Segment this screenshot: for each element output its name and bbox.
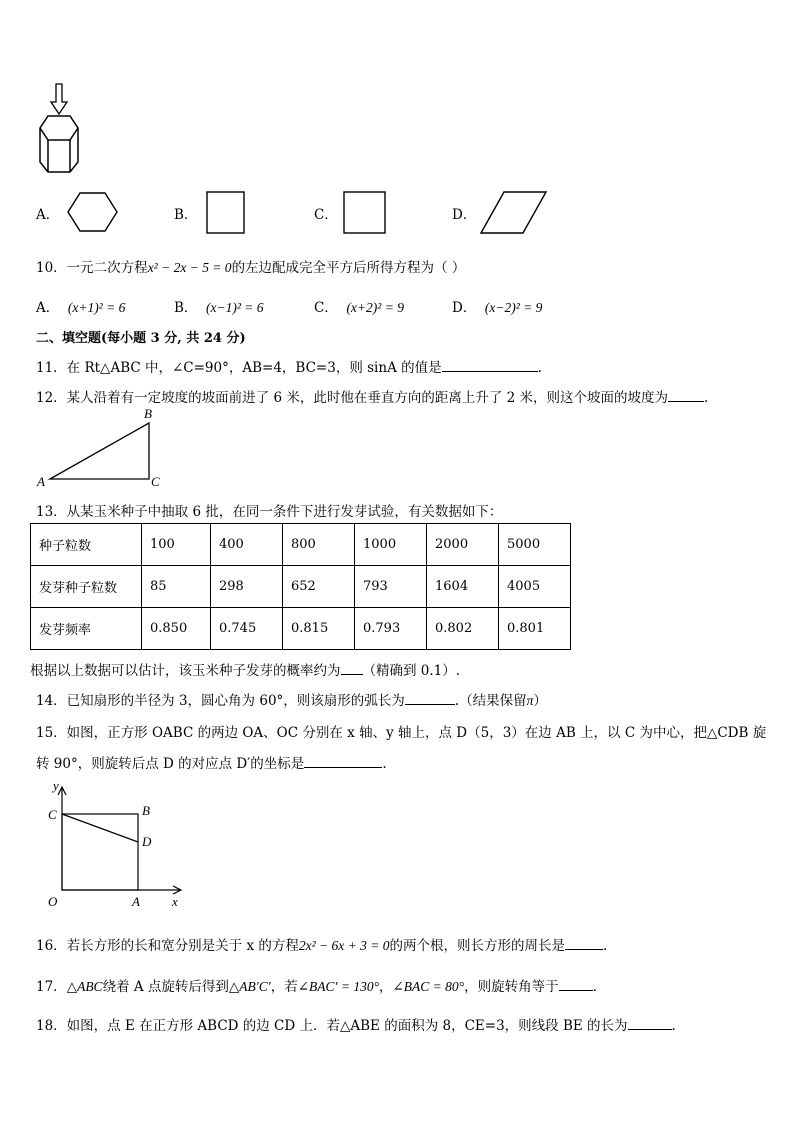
label-y: y (53, 778, 59, 793)
hexagon-shape (67, 192, 119, 232)
label-d: D (142, 834, 152, 849)
q16-equation: 2x² − 6x + 3 = 0 (298, 938, 390, 953)
hexagonal-prism-icon (40, 116, 78, 172)
q18: 18．如图，点 E 在正方形 ABCD 的边 CD 上．若△ABE 的面积为 8，CE=3，则线段 BE 的长为 . (36, 1018, 676, 1034)
q13-answer-blank[interactable] (341, 673, 363, 675)
q9-option-a-letter: A． (36, 207, 60, 223)
label-c: C (48, 807, 57, 822)
square-rotation-figure (44, 778, 194, 912)
q13-stem: 13．从某玉米种子中抽取 6 批，在同一条件下进行发芽试验，有关数据如下： (36, 504, 503, 520)
q10-stem: 10．一元二次方程x² − 2x − 5 = 0的左边配成完全平方后所得方程为（ ） (36, 260, 466, 276)
slope-triangle-figure (36, 404, 166, 490)
q15-line2: 转 90°，则旋转后点 D 的对应点 D′的坐标是 . (36, 756, 387, 772)
q10-equation: x² − 2x − 5 = 0 (147, 260, 232, 275)
q9-option-d-letter: D． (452, 207, 477, 223)
table-row: 发芽频率 0.850 0.745 0.815 0.793 0.802 0.801 (31, 608, 571, 650)
germination-table (30, 523, 571, 650)
label-b: B (144, 406, 152, 421)
q12: 12．某人沿着有一定坡度的坡面前进了 6 米，此时他在垂直方向的距离上升了 2 米，则这个坡面的坡度为 . (36, 390, 709, 406)
view-arrow-icon (51, 84, 67, 114)
q16-answer-blank[interactable] (565, 948, 603, 950)
q10-option-b: B． (x−1)² = 6 (174, 300, 264, 316)
q14: 14．已知扇形的半径为 3，圆心角为 60°，则该扇形的弧长为 .（结果保留π） (36, 693, 547, 709)
label-o: O (48, 894, 58, 909)
table-row: 种子粒数 100 400 800 1000 2000 5000 (31, 524, 571, 566)
label-a: A (132, 894, 140, 909)
q14-answer-blank[interactable] (405, 703, 455, 705)
label-c: C (151, 474, 160, 489)
q9-option-c-letter: C． (314, 207, 338, 223)
q13-question: 根据以上数据可以估计，该玉米种子发芽的概率约为 （精确到 0.1）. (30, 663, 461, 679)
q15-line1: 15．如图，正方形 OABC 的两边 OA、OC 分别在 x 轴、y 轴上，点 D（5，3）在边 AB 上，以 C 为中心，把△CDB 旋 (36, 725, 767, 741)
q11: 11．在 Rt△ABC 中，∠C=90°，AB=4，BC=3，则 sinA 的值是 . (36, 360, 542, 376)
q10-option-c: C． (x+2)² = 9 (314, 300, 404, 316)
q9-option-b-letter: B． (174, 207, 198, 223)
q10-option-a: A． (x+1)² = 6 (36, 300, 126, 316)
square-shape (343, 191, 387, 235)
q11-answer-blank[interactable] (442, 370, 538, 372)
q12-answer-blank[interactable] (668, 400, 704, 402)
table-row: 发芽种子粒数 85 298 652 793 1604 4005 (31, 566, 571, 608)
q16: 16．若长方形的长和宽分别是关于 x 的方程2x² − 6x + 3 = 0的两个根，则长方形的周长是 . (36, 938, 608, 954)
parallelogram-shape (480, 191, 548, 235)
prism-figure (36, 84, 82, 176)
q17-answer-blank[interactable] (559, 989, 593, 991)
tall-rectangle-shape (206, 191, 246, 235)
label-x: x (172, 894, 178, 909)
label-b: B (142, 803, 150, 818)
label-a: A (37, 474, 45, 489)
section-2-heading: 二、填空题(每小题 3 分, 共 24 分) (36, 331, 246, 346)
q18-answer-blank[interactable] (628, 1028, 672, 1030)
q15-answer-blank[interactable] (304, 766, 382, 768)
q17: 17．△ABC绕着 A 点旋转后得到△AB′C′，若∠BAC′ = 130°，∠BAC = 80°，则旋转角等于 . (36, 979, 597, 995)
q10-option-d: D． (x−2)² = 9 (452, 300, 543, 316)
